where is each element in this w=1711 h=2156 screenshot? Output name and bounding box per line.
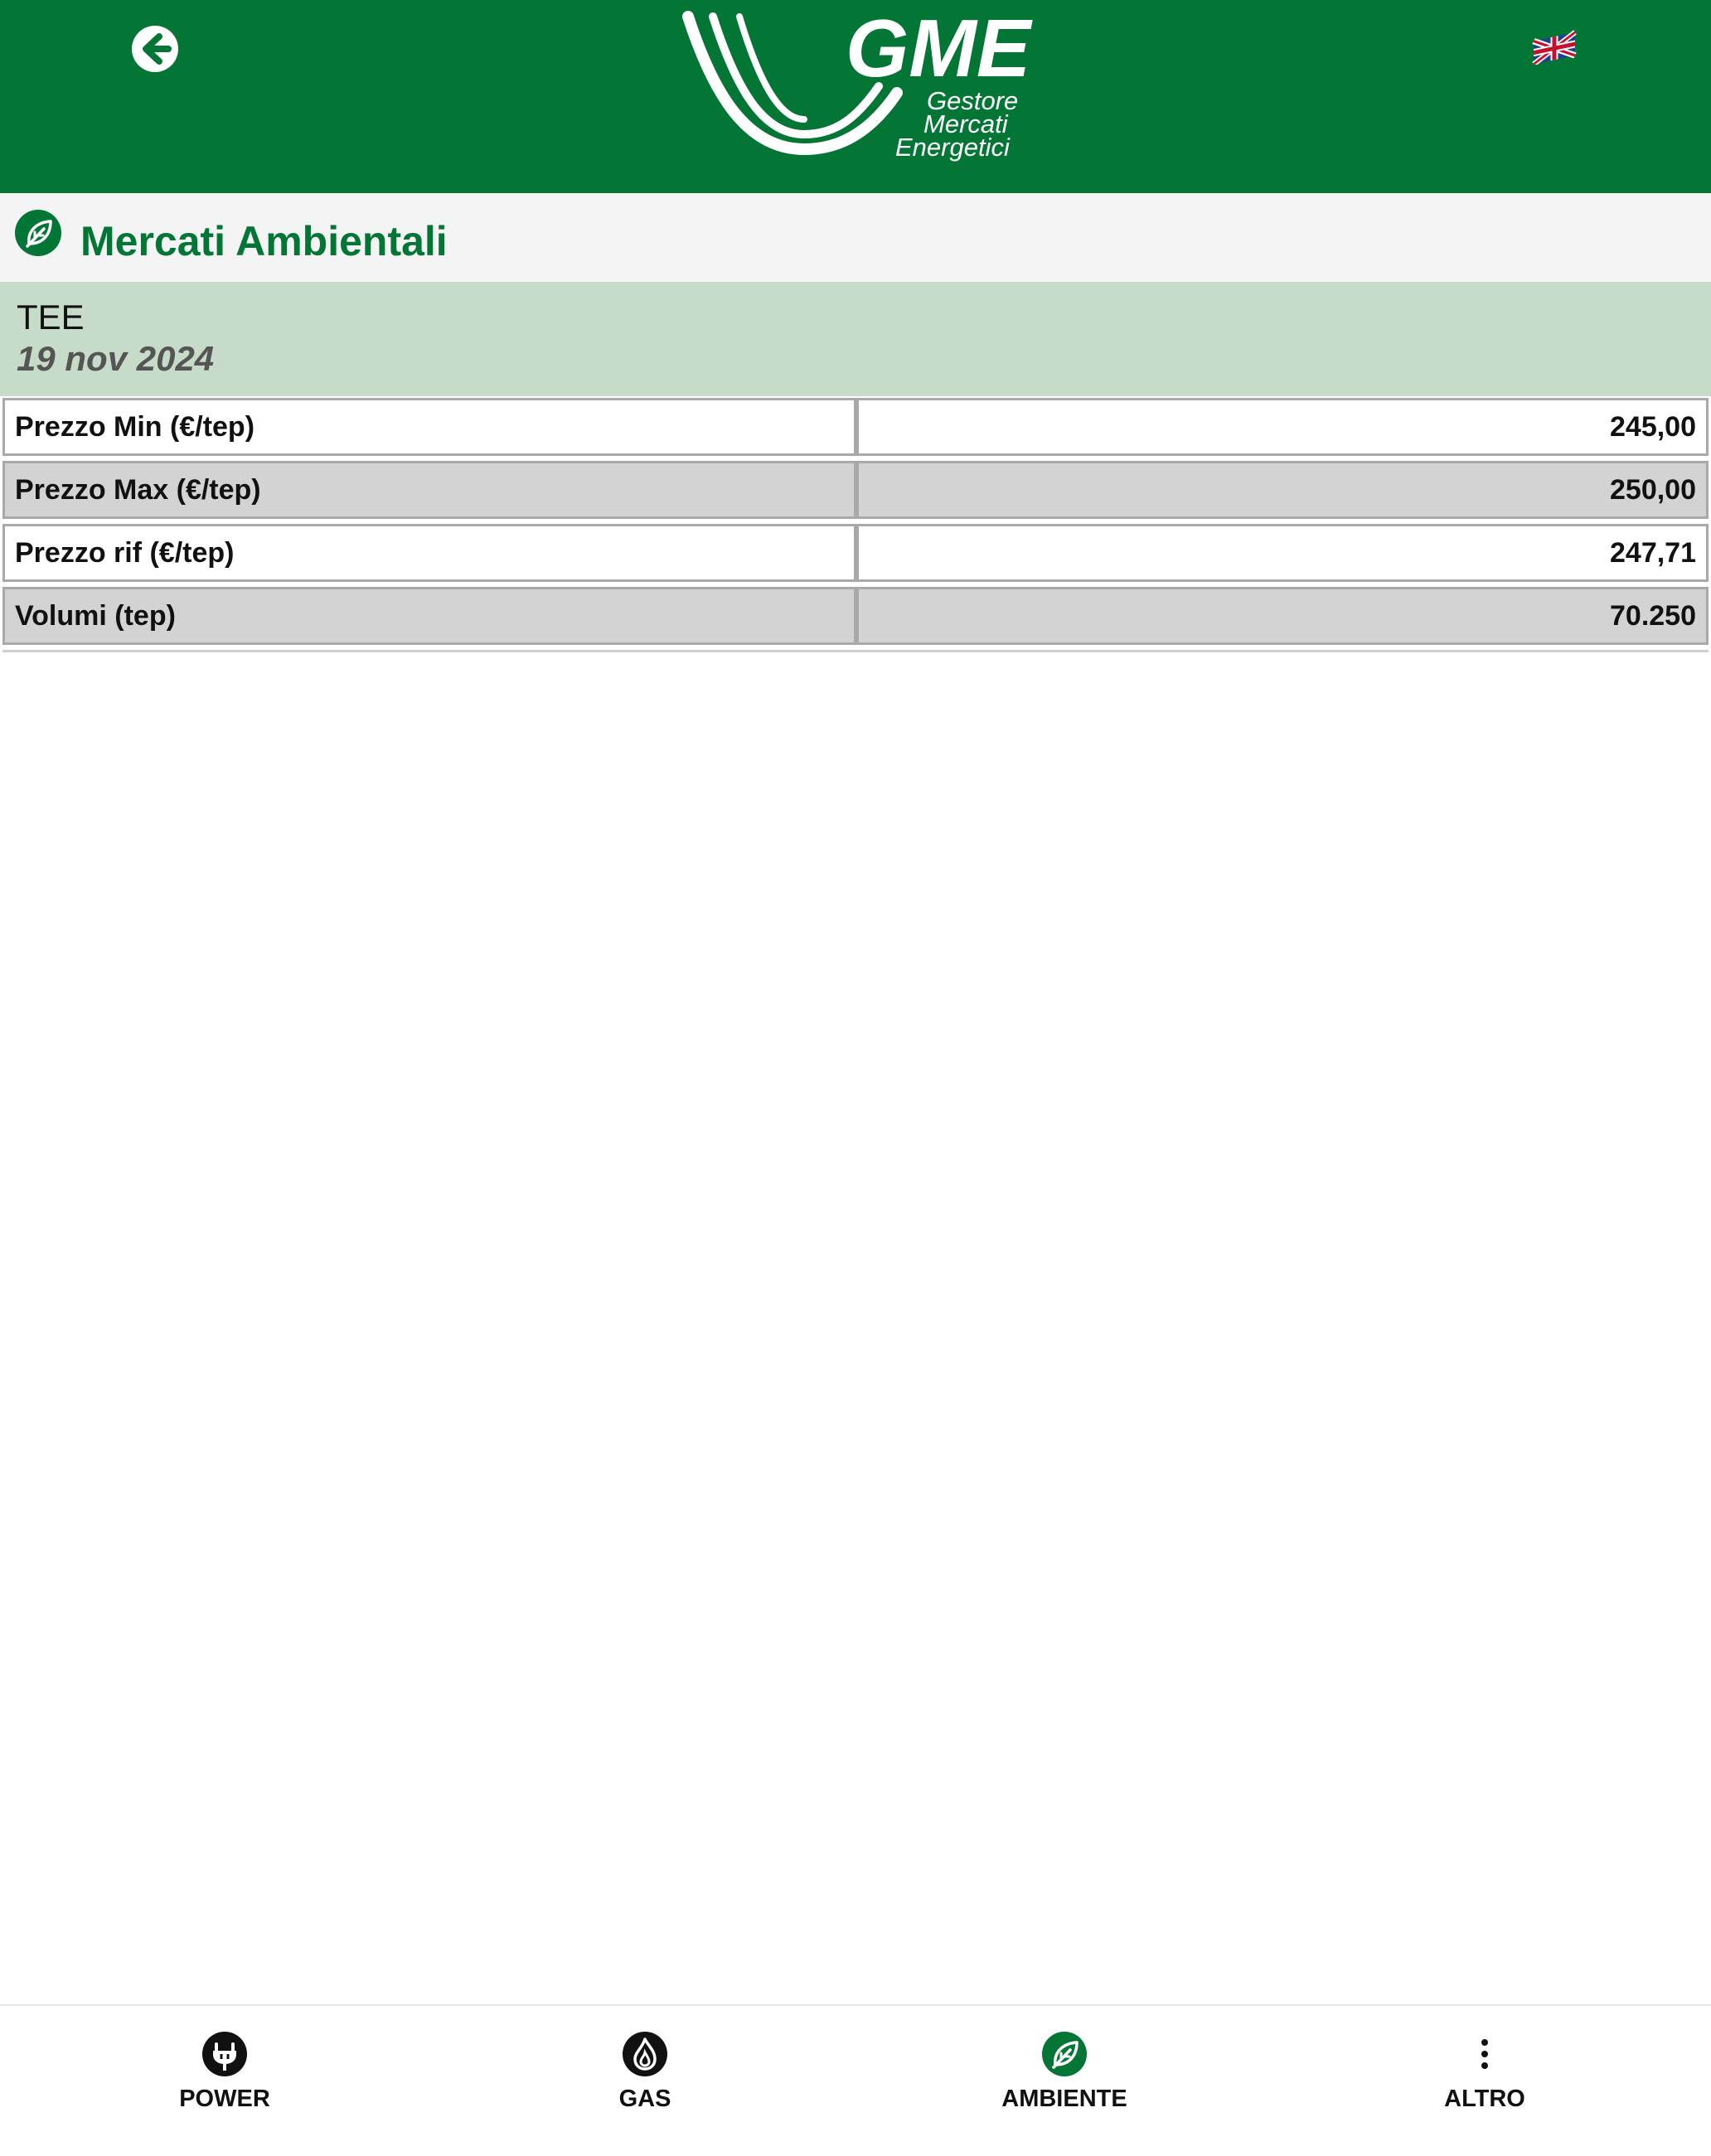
tab-altro[interactable] [1360, 2031, 1609, 2122]
tab-gas-label: GAS [618, 2086, 671, 2112]
row-value: 70.250 [856, 587, 1709, 645]
tab-gas[interactable] [521, 2031, 769, 2122]
table-row [2, 461, 1709, 519]
row-label: Volumi (tep) [2, 587, 856, 645]
logo-line-3: Energetici [895, 133, 1010, 162]
market-header [0, 282, 1711, 396]
leaf-icon [1041, 2031, 1088, 2077]
page-title: Mercati Ambientali [80, 218, 448, 264]
market-data-table [2, 398, 1709, 652]
more-vertical-icon [1461, 2031, 1508, 2077]
bottom-tab-bar [0, 2004, 1711, 2156]
gme-logo [680, 2, 1036, 167]
logo-line-1: Gestore [927, 86, 1019, 115]
app-header [0, 0, 1711, 193]
row-value: 247,71 [856, 524, 1709, 582]
page-title-bar [0, 193, 1711, 282]
arrow-left-circle-icon [131, 25, 179, 73]
tab-ambiente-label: AMBIENTE [1001, 2086, 1127, 2112]
tab-ambiente[interactable] [940, 2031, 1189, 2122]
logo-line-2: Mercati [923, 109, 1008, 138]
logo-wordmark: GME [846, 2, 1031, 94]
tab-power-label: POWER [179, 2086, 270, 2112]
language-switch[interactable] [1532, 30, 1577, 65]
table-row [2, 398, 1709, 456]
row-label: Prezzo rif (€/tep) [2, 524, 856, 582]
plug-icon [201, 2031, 248, 2077]
table-row [2, 587, 1709, 645]
market-date: 19 nov 2024 [17, 339, 215, 378]
row-value: 250,00 [856, 461, 1709, 519]
market-name: TEE [17, 298, 85, 337]
tab-altro-label: ALTRO [1444, 2086, 1525, 2112]
row-label: Prezzo Max (€/tep) [2, 461, 856, 519]
leaf-circle-icon [14, 209, 62, 257]
table-row [2, 524, 1709, 582]
flame-icon [622, 2031, 668, 2077]
uk-flag-icon [1532, 30, 1577, 65]
tab-power[interactable] [100, 2031, 349, 2122]
back-button[interactable] [131, 25, 179, 73]
row-label: Prezzo Min (€/tep) [2, 398, 856, 456]
row-value: 245,00 [856, 398, 1709, 456]
